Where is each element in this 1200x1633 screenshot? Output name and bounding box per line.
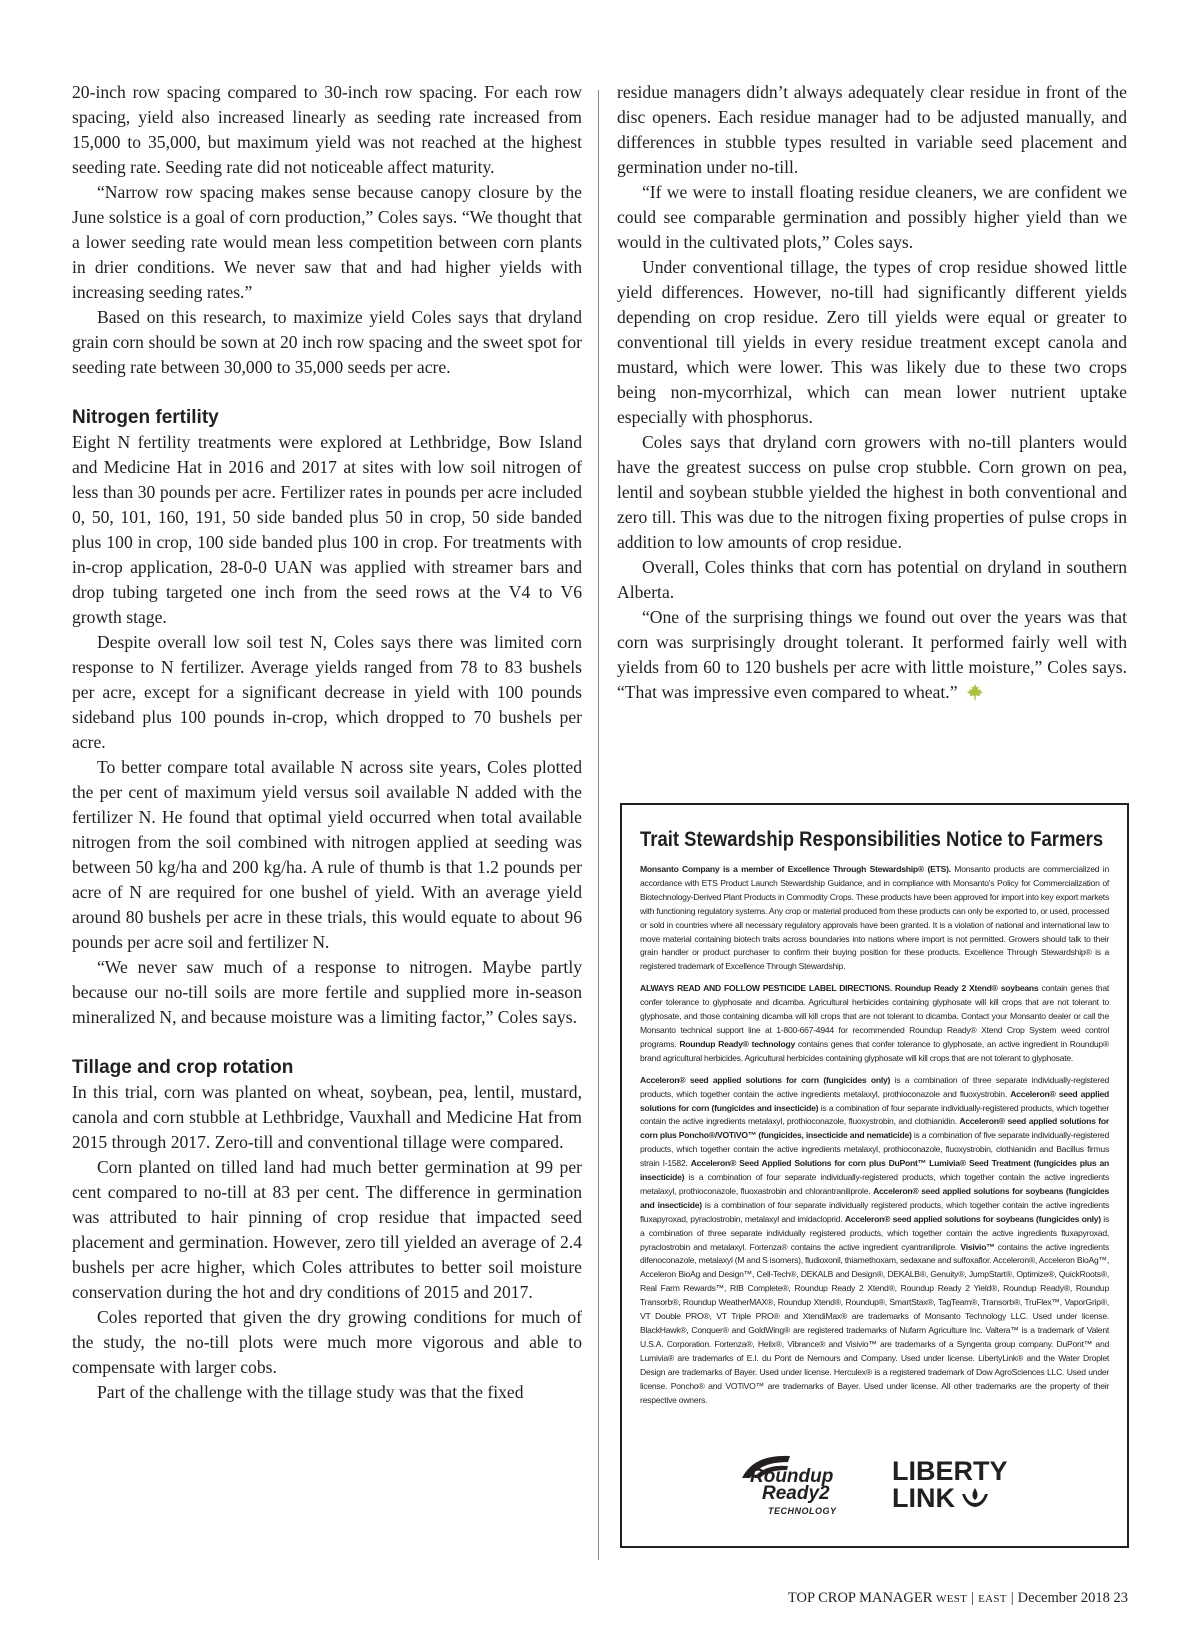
paragraph: To better compare total available N across site years, Coles plotted the per cent of maximum yield versus soil available N added with the fertilizer N. He found that optimal yield occurred when total available nitrogen from the soil combined with nitrogen applied at seeding was between 50 kg/ha and 200 kg/ha. A rule of thumb is that 1.2 pounds per acre of N are required for one bushel of yield. With an average yield around 80 bushels per acre in these trials, this would equate to about 96 pounds per acre soil and fertilizer N. [72, 757, 582, 952]
roundup-text: Roundup [750, 1466, 834, 1487]
notice-bold: Acceleron® seed applied solutions for soybeans (fungicides and insecticide) [640, 1185, 1109, 1210]
paragraph-text: “One of the surprising things we found out over the years was that corn was surprisingly drought tolerant. It performed fairly well with yields from 60 to 120 bushels per acre with little moisture,” Coles says. “That was impressive even compared to wheat.” [617, 607, 1127, 702]
water-droplet-icon [959, 1486, 991, 1510]
notice-bold: Acceleron® seed applied solutions for corn (fungicides and insecticide) [640, 1088, 1109, 1113]
link-line [892, 1485, 1012, 1512]
paragraph: Based on this research, to maximize yield Coles says that dryland grain corn should be sown at 20 inch row spacing and the sweet spot for seeding rate between 30,000 to 35,000 seeds per acre. [72, 307, 582, 377]
paragraph: Eight N fertility treatments were explored at Lethbridge, Bow Island and Medicine Hat in 2016 and 2017 at sites with low soil nitrogen of less than 30 pounds per acre. Fertilizer rates in pounds per acre included 0, 50, 101, 160, 191, 50 side banded plus 50 in crop, 50 side banded plus 100 in crop, 100 side banded plus 100 in crop. For treatments with in-crop application, 28-0-0 UAN was applied with streamer bars and drop tubing targeted one inch from the seed rows at the V4 to V6 growth stage. [72, 432, 582, 627]
paragraph: Despite overall low soil test N, Coles says there was limited corn response to N fertilizer. Average yields ranged from 78 to 83 bushels per acre, except for a significant decrease in yield with 100 pounds sideband plus 100 pounds in-crop, which dropped to 70 bushels per acre. [72, 632, 582, 752]
right-column [617, 80, 1127, 705]
roundup-ready-2-logo [732, 1450, 852, 1524]
paragraph: Corn planted on tilled land had much better germination at 99 per cent compared to no-till at 83 per cent. The difference in germination was attributed to hair pinning of crop residue that impacted seed placement and germination. However, zero till yielded an average of 2.4 bushels per acre higher, which Coles attributes to better soil moisture conservation during the hot and dry conditions of 2015 and 2017. [72, 1157, 582, 1302]
notice-paragraph [640, 982, 1109, 1065]
paragraph: Coles reported that given the dry growing conditions for much of the study, the no-till plots were much more vigorous and able to compensate with larger cobs. [72, 1307, 582, 1377]
page-number: 23 [1113, 1590, 1128, 1606]
ready2-text: Ready2 [762, 1483, 830, 1504]
notice-bold: Monsanto Company is a member of Excellence Through Stewardship® (ETS). [640, 864, 951, 874]
separator: | [971, 1590, 975, 1606]
paragraph: “If we were to install floating residue cleaners, we are confident we could see comparable germination and possibly higher yield than we would in the cultivated plots,” Coles says. [617, 182, 1127, 252]
liberty-text: LIBERTY [892, 1456, 1008, 1486]
paragraph: residue managers didn’t always adequately clear residue in front of the disc openers. Each residue manager had to be adjusted manually, and differences in stubble types resulted in variable seed placement and germination under no-till. [617, 82, 1127, 177]
link-text: LINK [892, 1483, 955, 1513]
notice-bold: Acceleron® seed applied solutions for soybeans (fungicides only) [844, 1213, 1101, 1224]
paragraph: Part of the challenge with the tillage study was that the fixed [97, 1382, 524, 1402]
edition-west: WEST [936, 1593, 968, 1605]
column-divider [598, 90, 599, 1560]
page-footer [770, 1590, 1128, 1607]
paragraph [617, 605, 1127, 705]
notice-text: is a combination of five separate individually-registered products, which together contain the active ingredients metalaxyl, prothioconazole, fluoxystrobin, clothianidin and Bacillus firmus strain I-1582. [640, 1130, 1109, 1169]
technology-text: TECHNOLOGY [768, 1506, 837, 1516]
notice-bold: Visivio™ [960, 1241, 995, 1252]
notice-bold: Acceleron® seed applied solutions for corn (fungicides only) [640, 1074, 891, 1085]
roundup-ready-text [750, 1468, 833, 1502]
notice-text: is a combination of four separate individually-registered products, which together contain the active ingredients metalaxyl, prothioconazole, fluoxastrobin and chlorantraniliprole. [640, 1172, 1109, 1196]
trait-stewardship-notice [620, 803, 1129, 1548]
issue-date: December 2018 [1017, 1590, 1110, 1606]
paragraph: “We never saw much of a response to nitrogen. Maybe partly because our no-till soils are more fertile and supplied more in-season mineralized N, and because moisture was a limiting factor,” Coles says. [72, 957, 582, 1027]
notice-bold: Acceleron® seed applied solutions for corn plus Poncho®/VOTiVO™ (fungicides, insecticide and nematicide) [640, 1116, 1109, 1141]
section-heading-nitrogen: Nitrogen fertility [72, 407, 219, 428]
section-heading-tillage: Tillage and crop rotation [72, 1057, 294, 1078]
notice-paragraph [640, 863, 1109, 974]
left-column [72, 80, 582, 1405]
notice-text: contains the active ingredients difenoconazole, metalaxyl (M and S isomers), fludioxonil, thiamethoxam, sedaxane and sulfoxaflor. Acceleron®, Acceleron BioAg™, Acceleron BioAg and Design™, Cell-Tech®, DEKALB and Design®, DEKALB®, Genuity®, JumpStart®, Optimize®, QuickRoots®, Real Farm Rewards™, RIB Complete®, Roundup Ready 2 Xtend®, Roundup Ready 2 Yield®, Roundup Ready®, Roundup Transorb®, Roundup WeatherMAX®, Roundup Xtend®, Roundup®, SmartStax®, TagTeam®, Transorb®, TruFlex™, VaporGrip®, VT Double PRO®, VT Triple PRO® and XtendiMax® are trademarks of Monsanto Technology LLC. Used under license. BlackHawk®, Conquer® and GoldWing® are registered trademarks of Nufarm Agriculture Inc. Valtera™ is a trademark of Valent U.S.A. Corporation. Fortenza®, Helix®, Vibrance® and Visivio™ are trademarks of a Syngenta group company. DuPont™ and Lumivia® are trademarks of E.I. du Pont de Nemours and Company. Used under license. LibertyLink® and the Water Droplet Design are trademarks of Bayer. Used under license. Herculex® is a registered trademark of Dow AgroSciences LLC. Used under license. Poncho® and VOTiVO™ are trademarks of Bayer. Used under license. All other trademarks are the property of their respective owners. [640, 1241, 1110, 1405]
notice-text: is a combination of three separate individually registered products, which together contain the active ingredients fluxapyroxad, pyraclostrobin and metalaxyl. Fortenza® contains the active ingredient cyantraniliprole. [640, 1213, 1110, 1252]
magazine-name: TOP CROP MANAGER [787, 1590, 933, 1606]
liberty-link-logo [892, 1458, 1012, 1518]
maple-leaf-icon [966, 683, 984, 701]
logo-row [622, 1450, 1127, 1524]
notice-bold: ALWAYS READ AND FOLLOW PESTICIDE LABEL DIRECTIONS. Roundup Ready 2 Xtend® soybeans [640, 983, 1039, 994]
paragraph: 20-inch row spacing compared to 30-inch row spacing. For each row spacing, yield also increased linearly as seeding rate increased from 15,000 to 35,000, but maximum yield was not reached at the highest seeding rate. Seeding rate did not noticeable affect maturity. [72, 82, 582, 177]
notice-text: contain genes that confer tolerance to glyphosate and dicamba. Agricultural herbicides containing glyphosate will kill crops that are not tolerant to glyphosate, and those containing dicamba will kill crops that are not tolerant to dicamba. Contact your Monsanto dealer or call the Monsanto technical support line at 1-800-667-4944 for recommended Roundup Ready® Xtend Crop System weed control programs. [640, 983, 1109, 1049]
edition-east: EAST [978, 1593, 1007, 1605]
paragraph: Coles says that dryland corn growers with no-till planters would have the greatest success on pulse crop stubble. Corn grown on pea, lentil and soybean stubble yielded the highest in both conventional and zero till. This was due to the nitrogen fixing properties of pulse crops in addition to low amounts of crop residue. [617, 432, 1127, 552]
notice-text: is a combination of three separate individually-registered products, which together contain the active ingredients metalaxyl, prothioconazole and fluoxystrobin. [640, 1074, 1109, 1099]
notice-paragraph [640, 1074, 1109, 1408]
notice-text: is a combination of four separate individually registered products, which together contain the active ingredients fluxapyroxad, pyraclostrobin, metalaxyl and imidacloprid. [640, 1199, 1109, 1224]
notice-title: Trait Stewardship Responsibilities Notice to Farmers [640, 828, 1104, 851]
paragraph: In this trial, corn was planted on wheat, soybean, pea, lentil, mustard, canola and corn stubble at Lethbridge, Vauxhall and Medicine Hat from 2015 through 2017. Zero-till and conventional tillage were compared. [72, 1082, 582, 1152]
notice-text: Monsanto products are commercialized in accordance with ETS Product Launch Stewardship Guidance, and in compliance with Monsanto’s Policy for Commercialization of Biotechnology-Derived Plant Products in Commodity Crops. These products have been approved for import into key export markets with functioning regulatory systems. Any crop or material produced from these products can only be exported to, or used, processed or sold in countries where all necessary regulatory approvals have been granted. It is a violation of national and international law to move material containing biotech traits across boundaries into nations where import is not permitted. Growers should talk to their grain handler or product purchaser to confirm their buying position for these products. Excellence Through Stewardship® is a registered trademark of Excellence Through Stewardship. [640, 864, 1109, 972]
notice-bold: Roundup Ready® technology [679, 1038, 795, 1049]
notice-text: is a combination of four separate individually-registered products, which together contain the active ingredients metalaxyl, prothioconazole, fluoxystrobin, and clothianidin. [640, 1102, 1109, 1127]
paragraph: “Narrow row spacing makes sense because canopy closure by the June solstice is a goal of corn production,” Coles says. “We thought that a lower seeding rate would mean less competition between corn plants in drier conditions. We never saw that and had higher yields with increasing seeding rates.” [72, 182, 582, 302]
paragraph: Under conventional tillage, the types of crop residue showed little yield differences. However, no-till had significantly different yields depending on crop residue. Zero till yields were equal or greater to conventional till yields in every residue treatment except canola and mustard, which were lower. This was likely due to these two crops being non-mycorrhizal, which can mean lower nutrient uptake especially with phosphorus. [617, 257, 1127, 427]
paragraph: Overall, Coles thinks that corn has potential on dryland in southern Alberta. [617, 557, 1127, 602]
separator: | [1010, 1590, 1014, 1606]
notice-text: contains genes that confer tolerance to glyphosate, an active ingredient in Roundup® brand agricultural herbicides. Agricultural herbicides containing glyphosate will kill crops that are not tolerant to glyphosate. [640, 1038, 1109, 1063]
notice-bold: Acceleron® Seed Applied Solutions for corn plus DuPont™ Lumivia® Seed Treatment (fungicides plus an insecticide) [640, 1158, 1109, 1183]
